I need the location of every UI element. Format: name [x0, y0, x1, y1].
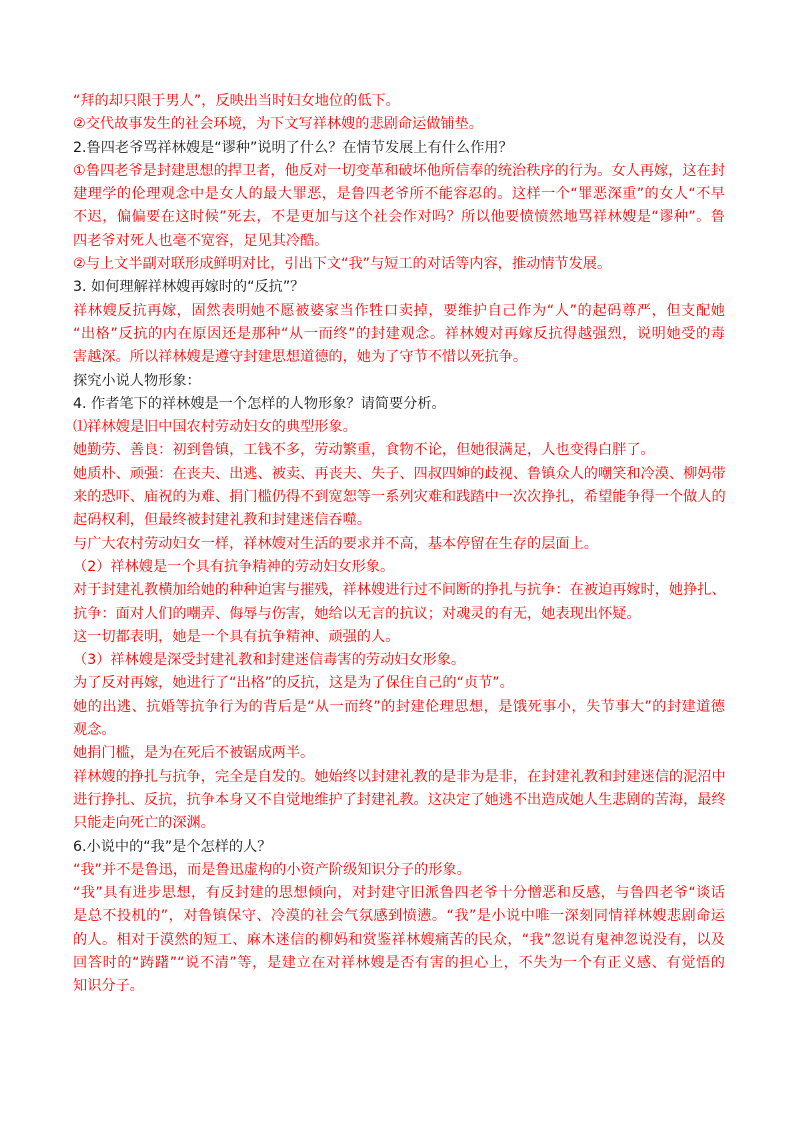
- answer-line: 不迟，偏偏要在这时候”死去，不是更加与这个社会作对吗？所以他要愤愤然地骂祥林嫂是“谬种”。鲁: [73, 209, 725, 226]
- question-line: 6.小说中的“我”是个怎样的人？: [73, 838, 272, 855]
- answer-line: 进行挣扎、反抗，抗争本身又不自觉地维护了封建礼教。这决定了她逃不出造成她人生悲剧的苦海，最终: [73, 791, 726, 808]
- answer-line: 这一切都表明，她是一个具有抗争精神、顽强的人。: [73, 628, 400, 645]
- answer-line: ⑴祥林嫂是旧中国农村劳动妇女的典型形象。: [73, 419, 357, 436]
- answer-line: （2）祥林嫂是一个具有抗争精神的劳动妇女形象。: [73, 558, 395, 575]
- question-line: 2.鲁四老爷骂祥林嫂是“谬种”说明了什么？在情节发展上有什么作用？: [73, 139, 513, 156]
- answer-line: 只能走向死亡的深渊。: [73, 815, 215, 832]
- answer-line: “拜的却只限于男人”，反映出当时妇女地位的低下。: [73, 93, 400, 109]
- answer-line: 观念。: [73, 722, 116, 739]
- answer-line: 是总不投机的”，对鲁镇保守、冷漠的社会气氛感到愤懑。“我”是小说中唯一深刻同情祥林嫂悲剧命运: [73, 908, 725, 925]
- answer-line: （3）祥林嫂是深受封建礼教和封建迷信毒害的劳动妇女形象。: [73, 652, 466, 669]
- answer-line: ②与上文半副对联形成鲜明对比，引出下文“我”与短工的对话等内容，推动情节发展。: [73, 256, 612, 273]
- answer-line: 建理学的伦理观念中是女人的最大罪恶，是鲁四老爷所不能容忍的。这样一个“罪恶深重”的女人“不早: [73, 186, 725, 203]
- answer-line: 祥林嫂反抗再嫁，固然表明她不愿被婆家当作牲口卖掉，要维护自己作为“人”的起码尊严，但支配她: [73, 302, 725, 319]
- answer-line: ①鲁四老爷是封建思想的捍卫者，他反对一切变革和破坏他所信奉的统治秩序的行为。女人再嫁，这在封: [73, 162, 725, 179]
- answer-line: 与广大农村劳动妇女一样，祥林嫂对生活的要求并不高，基本停留在生存的层面上。: [73, 535, 598, 552]
- answer-line: 她质朴、顽强：在丧夫、出逃、被卖、再丧夫、失子、四叔四婶的歧视、鲁镇众人的嘲笑和冷漠、柳妈带: [73, 465, 726, 482]
- answer-line: 四老爷对死人也毫不宽容，足见其冷酷。: [73, 232, 329, 249]
- answer-line: 她勤劳、善良：初到鲁镇，工钱不多，劳动繁重，食物不论，但她很满足，人也变得白胖了。: [73, 442, 655, 459]
- answer-line: “出格”反抗的内在原因还是那种“从一而终”的封建观念。祥林嫂对再嫁反抗得越强烈，说明她受的毒: [73, 325, 725, 342]
- answer-line: 她捐门槛，是为在死后不被锯成两半。: [73, 745, 315, 762]
- answer-line: 为了反对再嫁，她进行了“出格”的反抗，这是为了保住自己的“贞节”。: [73, 675, 514, 692]
- answer-line: 知识分子。: [73, 978, 144, 995]
- document-page: [73, 90, 725, 999]
- answer-line: 害越深。所以祥林嫂是遵守封建思想道德的，她为了守节不惜以死抗争。: [73, 349, 528, 366]
- answer-line: 回答时的“踌躇”“说不清”等，是建立在对祥林嫂是否有害的担心上，不失为一个有正义感、有觉悟的: [73, 954, 725, 971]
- answer-line: 抗争：面对人们的嘲弄、侮辱与伤害，她给以无言的抗议；对魂灵的有无，她表现出怀疑。: [73, 605, 641, 622]
- answer-line: 来的恐吓、庙祝的为难、捐门槛仍得不到宽恕等一系列灾难和践踏中一次次挣扎，希望能争得一个做人的: [73, 489, 726, 506]
- answer-line: 祥林嫂的挣扎与抗争，完全是自发的。她始终以封建礼教的是非为是非，在封建礼教和封建迷信的泥沼中: [73, 768, 726, 785]
- answer-line: “我”具有进步思想，有反封建的思想倾向，对封建守旧派鲁四老爷十分憎恶和反感，与鲁四老爷“谈话: [73, 885, 725, 902]
- answer-line: 她的出逃、抗婚等抗争行为的背后是“从一而终”的封建伦理思想，是饿死事小，失节事大”的封建道德: [73, 698, 725, 715]
- answer-line: 的人。相对于漠然的短工、麻木迷信的柳妈和赏鉴祥林嫂痛苦的民众，“我”忽说有鬼神忽说没有，以及: [73, 931, 725, 948]
- question-line: 3. 如何理解祥林嫂再嫁时的“反抗”？: [73, 279, 305, 296]
- answer-line: 起码权利，但最终被封建礼教和封建迷信吞噬。: [73, 512, 371, 529]
- answer-line: “我”并不是鲁迅，而是鲁迅虚构的小资产阶级知识分子的形象。: [73, 861, 471, 878]
- question-line: 4. 作者笔下的祥林嫂是一个怎样的人物形象？请简要分析。: [73, 395, 446, 412]
- question-line: 探究小说人物形象：: [73, 372, 201, 389]
- answer-line: ②交代故事发生的社会环境，为下文写祥林嫂的悲剧命运做铺垫。: [73, 116, 483, 133]
- answer-line: 对于封建礼教横加给她的种种迫害与摧残，祥林嫂进行过不间断的挣扎与抗争：在被迫再嫁时，她挣扎、: [73, 582, 726, 599]
